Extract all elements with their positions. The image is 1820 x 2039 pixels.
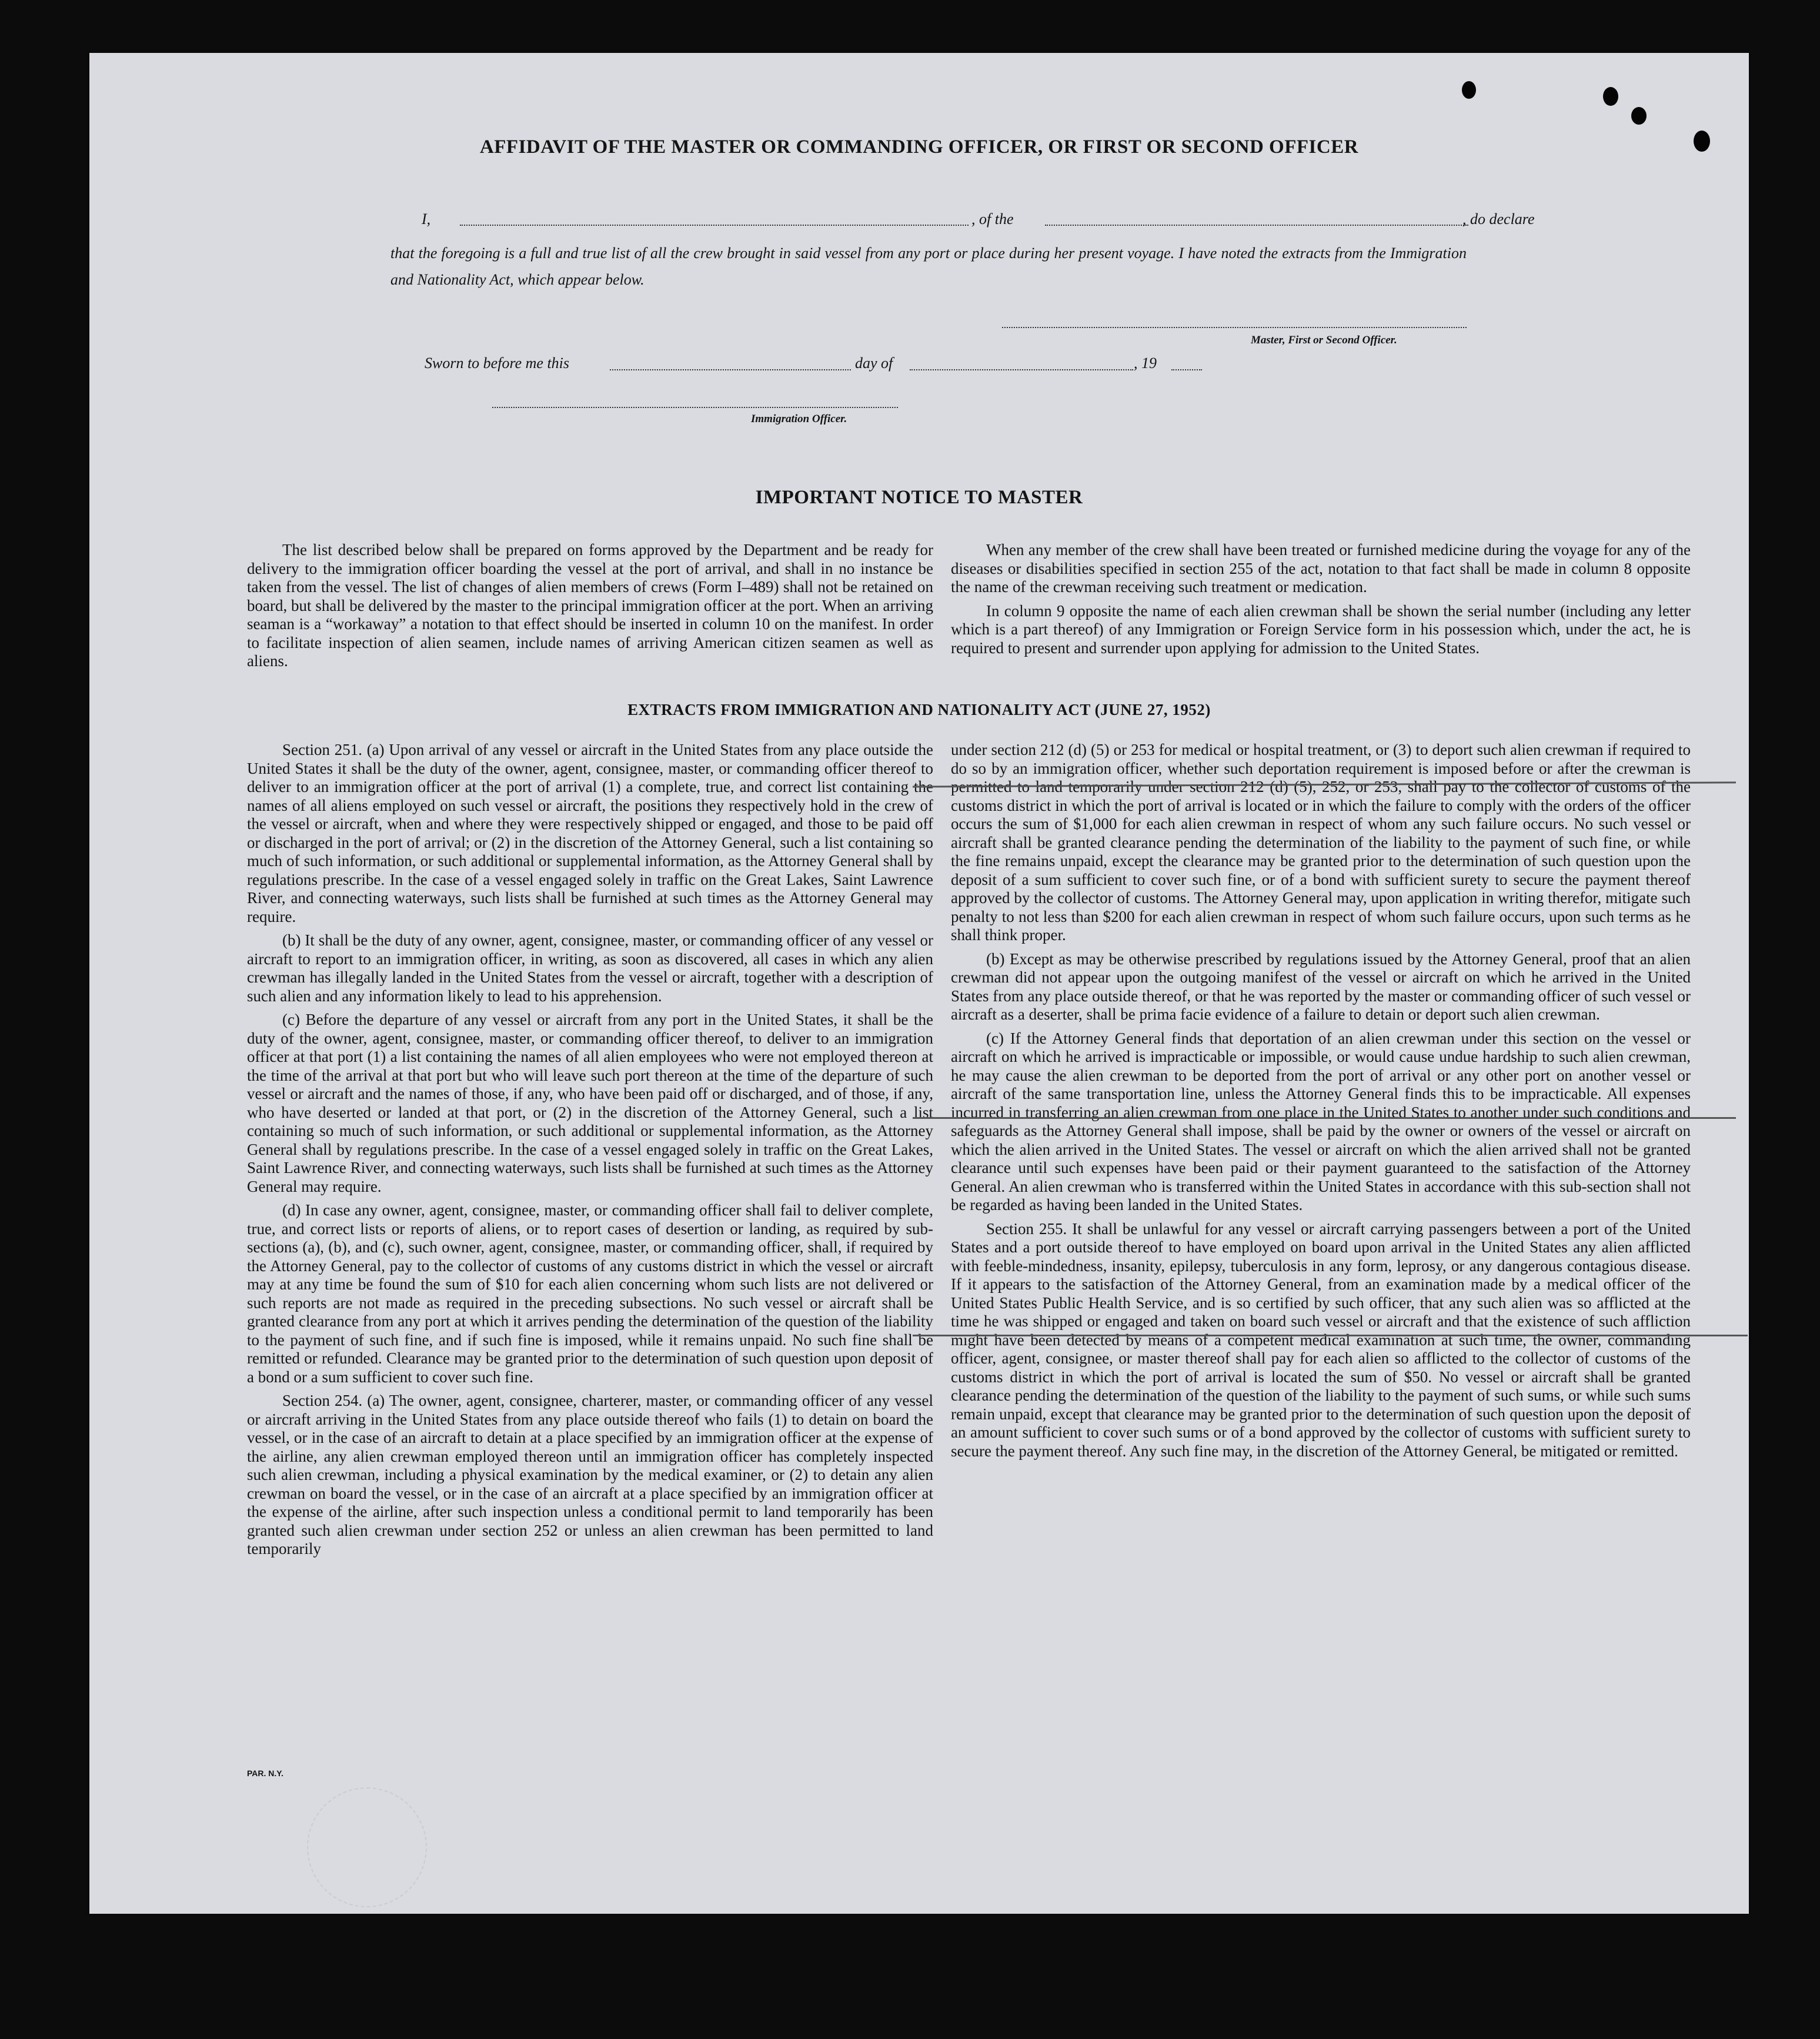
extract-paragraph: (b) Except as may be otherwise prescribed by regulations issued by the Attorney General, proof that an alien crewman did not appear upon the outgoing manifest of the vessel or aircraft on which he arrived in the United States from any place outside thereof, or that he was reported by the master or commanding officer of such vessel or aircraft as a deserter, shall be prima facie evidence of a failure to detain or deport such alien crewman. bbox=[951, 950, 1691, 1023]
declare-body: that the foregoing is a full and true list of all the crew brought in said vessel from any port or place during her present voyage. I have noted the extracts from the Immigration and Nationality Act, which appear below. bbox=[390, 245, 1467, 288]
notice-left-paragraph: The list described below shall be prepared on forms approved by the Department and be ready for delivery to the immigration officer boarding the vessel at the port of arrival, and shall in no instance be taken from the vessel. The list of changes of alien members of crews (Form I–489) shall not be retained on board, but shall be delivered by the master to the principal immigration officer at the port. When an arriving seaman is a “workaway” a notation to that effect should be inserted in column 10 on the manifest. In order to facilitate inspection of alien seamen, include names of arriving American citizen seamen as well as aliens. bbox=[247, 541, 933, 670]
declare-end: , do declare bbox=[1462, 210, 1535, 228]
notice-right-paragraph: In column 9 opposite the name of each alien crewman shall be shown the serial number (including any letter which is a part thereof) of any Immigration or Foreign Service form in his possession which, under the act, he is required to present and surrender upon applying for admission to the United States. bbox=[951, 601, 1691, 657]
punch-hole bbox=[1603, 87, 1618, 106]
notice-right-column bbox=[951, 541, 1691, 663]
faded-seal bbox=[307, 1787, 427, 1907]
extract-paragraph: Section 254. (a) The owner, agent, consignee, charterer, master, or commanding officer of any vessel or aircraft arriving in the United States from any place outside thereof who fails (1) to detain on board the vessel, or in the case of an aircraft to detain at a place specified by an immigration officer at the expense of the airline, any alien crewman employed thereon until an immigration officer has completely inspected such alien crewman, including a physical examination by the medical examiner, or (2) to detain any alien crewman on board the vessel, or in the case of an aircraft at a place specified by an immigration officer at the expense of the airline, after such inspection unless a conditional permit to land temporarily has been granted such alien crewman under section 252 or unless an alien crewman has been permitted to land temporarily bbox=[247, 1392, 933, 1557]
extract-paragraph: under section 212 (d) (5) or 253 for medical or hospital treatment, or (3) to deport such alien crewman if required to do so by an immigration officer, whether such deportation requirement is imposed before or after the crewman is permitted to land temporarily under section 212 (d) (5), 252, or 253, shall pay to the collector of customs of the customs district in which the port of arrival is located or in which the failure to comply with the orders of the officer occurs the sum of $1,000 for each alien crewman in respect of whom any such failure occurs. No such vessel or aircraft shall be granted clearance pending the determination of the liability to the payment of such fine, or while the fine remains unpaid, except the clearance may be granted prior to the determination of such question upon the deposit of a sum sufficient to cover such fine, or of a bond with sufficient surety to secure the payment thereof approved by the collector of customs. The Attorney General may, upon application in writing therefor, mitigate such penalty to not less than $200 for each alien crewman in respect of whom such failure occurs, upon such terms as he shall think proper. bbox=[951, 741, 1691, 944]
notice-left-column bbox=[247, 541, 933, 676]
extract-paragraph: (c) If the Attorney General finds that deportation of an alien crewman under this section on the vessel or aircraft on which he arrived is impracticable or impossible, or would cause undue hardship to such alien crewman, he may cause the alien crewman to be deported from the port of arrival or any other port on another vessel or aircraft of the same transportation line, unless the Attorney General finds this to be impracticable. All expenses incurred in transferring an alien crewman from one place in the United States to another under such conditions and safeguards as the Attorney General shall impose, shall be paid by the owner or owners of the vessel or aircraft on which the alien arrived in the United States. The vessel or aircraft on which the alien arrived shall not be granted clearance until such expenses have been paid or their payment guaranteed to the satisfaction of the Attorney General. An alien crewman who is transferred within the United States in accordance with this sub-section shall not be regarded as having been landed in the United States. bbox=[951, 1029, 1691, 1214]
extract-paragraph: Section 255. It shall be unlawful for any vessel or aircraft carrying passengers between a port of the United States and a port outside thereof to have employed on board upon arrival in the United States any alien afflicted with feeble-mindedness, insanity, epilepsy, tuberculosis in any form, leprosy, or any dangerous contagious disease. If it appears to the satisfaction of the Attorney General, from an examination made by a medical officer of the United States Public Health Service, and is so certified by such officer, that any such alien was so afflicted at the time he was shipped or engaged and taken on board such vessel or aircraft and that the existence of such affliction might have been detected by means of a competent medical examination at such time, the owner, commanding officer, agent, consignee, or master thereof shall pay for each alien so afflicted to the collector of customs of the customs district in which the port of arrival is located the sum of $50. No vessel or aircraft shall be granted clearance pending the determination of the question of the liability to the payment of such sums, or while such sums remain unpaid, except that clearance may be granted prior to the determination of such question upon the deposit of an amount sufficient to cover such sums or of a bond approved by the collector of customs with sufficient surety to secure the payment thereof. Any such fine may, in the discretion of the Attorney General, be mitigated or remitted. bbox=[951, 1219, 1691, 1460]
extract-paragraph: (c) Before the departure of any vessel or aircraft from any port in the United States, it shall be the duty of the owner, agent, consignee, master, or commanding officer thereof, to deliver to an immigration officer at that port (1) a list containing the names of all alien employees who were not employed thereon at the time of the arrival at that port but who will leave such port thereon at the time of the departure of such vessel or aircraft and the names of those, if any, who have been paid off or discharged, and of those, if any, who have deserted or landed at that port, or (2) in the discretion of the Attorney General, such a list containing so much of such information, or such additional or supplemental information, as the Attorney General shall by regulations prescribe. In the case of a vessel engaged solely in traffic on the Great Lakes, Saint Lawrence River, and connecting waterways, such lists shall be furnished at such times as the Attorney General may require. bbox=[247, 1011, 933, 1195]
notice-title: IMPORTANT NOTICE TO MASTER bbox=[755, 487, 1083, 508]
affidavit-title: AFFIDAVIT OF THE MASTER OR COMMANDING OFFICER, OR FIRST OR SECOND OFFICER bbox=[479, 136, 1359, 158]
extract-paragraph: Section 251. (a) Upon arrival of any vessel or aircraft in the United States from any place outside the United States it shall be the duty of the owner, agent, consignee, master, or commanding officer thereof to deliver to an immigration officer at the port of arrival (1) a complete, true, and correct list containing the names of all aliens employed on such vessel or aircraft, the positions they respectively hold in the crew of the vessel or aircraft, when and where they were respectively shipped or engaged, and those to be paid off or discharged in the port of arrival; or (2) in the discretion of the Attorney General, such a list containing so much of such information, or such additional or supplemental information, as the Attorney General shall by regulations prescribe. In the case of a vessel engaged solely in traffic on the Great Lakes, Saint Lawrence River, and connecting waterways, such lists shall be furnished at such times as the Attorney General may require. bbox=[247, 741, 933, 925]
sworn-day-field[interactable] bbox=[610, 369, 851, 370]
declare-i: I, bbox=[422, 210, 431, 228]
master-signature-line[interactable] bbox=[1002, 327, 1467, 328]
extracts-left-column bbox=[247, 741, 933, 1564]
punch-hole bbox=[1462, 81, 1476, 99]
sworn-label: Sworn to before me this bbox=[425, 355, 570, 372]
printer-mark: PAR. N.Y. bbox=[247, 1769, 283, 1778]
document-page bbox=[89, 53, 1749, 1914]
notice-right-paragraph: When any member of the crew shall have been treated or furnished medicine during the voyage for any of the diseases or disabilities specified in section 255 of the act, notation to that fact shall be made in column 8 opposite the name of the crewman receiving such treatment or medication. bbox=[951, 541, 1691, 596]
extract-paragraph: (d) In case any owner, agent, consignee, master, or commanding officer shall fail to deliver complete, true, and correct lists or reports of aliens, or to report cases of desertion or landing, as required by sub-sections (a), (b), and (c), such owner, agent, consignee, master, or commanding officer, shall, if required by the Attorney General, pay to the collector of customs of any customs district in which the vessel or aircraft may at any time be found the sum of $10 for each alien concerning whom such lists are not delivered or such reports are not made as required in the preceding subsections. No such vessel or aircraft shall be granted clearance from any port at which it arrives pending the determination of the question of the liability to the payment of such fine, and if such fine is imposed, while it remains unpaid. No such fine shall be remitted or refunded. Clearance may be granted prior to the determination of such question upon deposit of a bond or a sum sufficient to cover such fine. bbox=[247, 1201, 933, 1386]
master-caption: Master, First or Second Officer. bbox=[1251, 334, 1397, 346]
sworn-year-prefix: , 19 bbox=[1134, 355, 1157, 372]
officer-caption: Immigration Officer. bbox=[751, 413, 847, 425]
vessel-name-field[interactable] bbox=[1045, 225, 1468, 226]
pen-strike bbox=[913, 1335, 1748, 1336]
declarant-name-field[interactable] bbox=[460, 225, 969, 226]
pen-strike bbox=[913, 1117, 1736, 1119]
punch-hole bbox=[1631, 107, 1647, 125]
extract-paragraph: (b) It shall be the duty of any owner, agent, consignee, master, or commanding officer of any vessel or aircraft to report to an immigration officer, in writing, as soon as discovered, all cases in which any alien crewman has illegally landed in the United States from the vessel or aircraft, together with a description of such alien and any information likely to lead to his apprehension. bbox=[247, 931, 933, 1005]
sworn-year-field[interactable] bbox=[1171, 369, 1202, 370]
sworn-day-of: day of bbox=[855, 355, 893, 372]
officer-signature-line[interactable] bbox=[492, 407, 898, 408]
sworn-month-field[interactable] bbox=[910, 369, 1133, 370]
extracts-title: EXTRACTS FROM IMMIGRATION AND NATIONALITY ACT (JUNE 27, 1952) bbox=[627, 701, 1211, 718]
extracts-right-column bbox=[951, 741, 1691, 1466]
declare-of: , of the bbox=[971, 210, 1014, 228]
